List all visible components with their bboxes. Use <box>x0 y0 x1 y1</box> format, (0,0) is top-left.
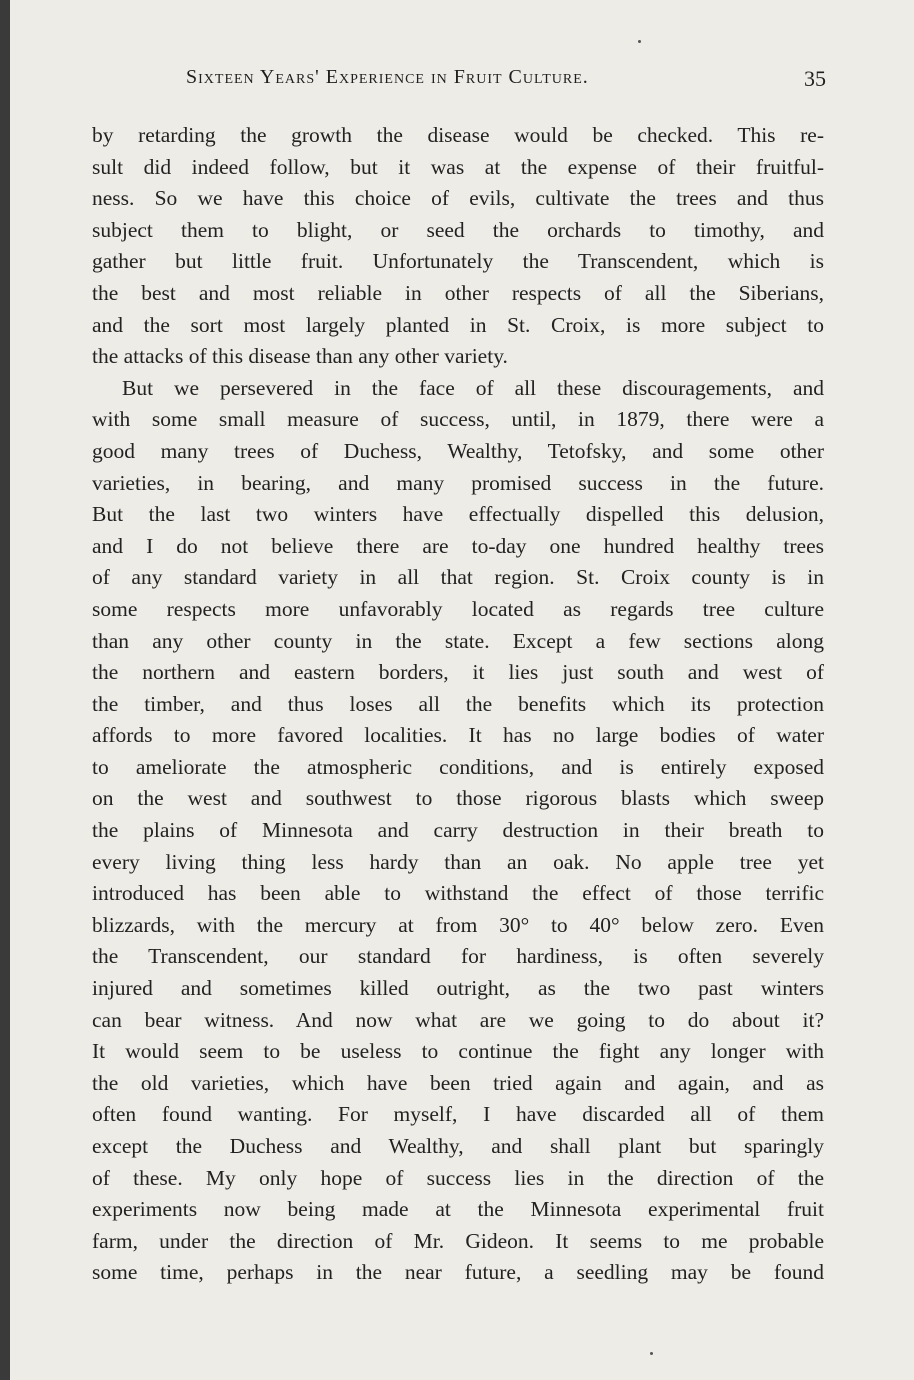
text-line: of any standard variety in all that region. St. Croix county is in <box>92 565 824 590</box>
text-line: every living thing less hardy than an oak. No apple tree yet <box>92 849 824 874</box>
text-line: than any other county in the state. Except a few sections along <box>92 628 824 653</box>
text-line: It would seem to be useless to continue the fight any longer with <box>92 1039 824 1064</box>
text-line: the old varieties, which have been tried again and again, and as <box>92 1070 824 1095</box>
text-line: the timber, and thus loses all the benefits which its protection <box>92 691 824 716</box>
text-line: gather but little fruit. Unfortunately the Transcendent, which is <box>92 249 824 274</box>
text-line: introduced has been able to withstand the effect of those terrific <box>92 881 824 906</box>
text-line: to ameliorate the atmospheric conditions, and is entirely exposed <box>92 754 824 779</box>
text-line: farm, under the direction of Mr. Gideon. It seems to me probable <box>92 1228 824 1253</box>
text-line: by retarding the growth the disease would be checked. This re- <box>92 123 824 147</box>
text-line: subject them to blight, or seed the orchards to timothy, and <box>92 217 824 242</box>
text-line: sult did indeed follow, but it was at the expense of their fruitful- <box>92 154 824 179</box>
body-text <box>92 120 824 1289</box>
text-line: except the Duchess and Wealthy, and shall plant but sparingly <box>92 1134 824 1158</box>
text-line: of these. My only hope of success lies in the direction of the <box>92 1165 824 1190</box>
paper-speck <box>650 1352 653 1355</box>
paragraph-start-line: But we persevered in the face of all these discouragements, and <box>122 375 824 400</box>
book-spine-edge <box>0 0 10 1380</box>
text-line: some respects more unfavorably located as regards tree culture <box>92 596 824 621</box>
text-line: blizzards, with the mercury at from 30° to 40° below zero. Even <box>92 912 824 937</box>
text-line: the Transcendent, our standard for hardiness, is often severely <box>92 944 824 969</box>
text-line: injured and sometimes killed outright, as the two past winters <box>92 976 824 1001</box>
text-line: But the last two winters have effectually dispelled this delusion, <box>92 502 824 527</box>
text-line: good many trees of Duchess, Wealthy, Tetofsky, and some other <box>92 438 824 463</box>
text-line: often found wanting. For myself, I have discarded all of them <box>92 1102 824 1127</box>
text-line: and the sort most largely planted in St. Croix, is more subject to <box>92 312 824 337</box>
text-line: on the west and southwest to those rigorous blasts which sweep <box>92 786 824 811</box>
text-line: affords to more favored localities. It has no large bodies of water <box>92 723 824 748</box>
running-title: Sixteen Years' Experience in Fruit Culture. <box>186 66 589 88</box>
paper-speck <box>638 40 641 43</box>
text-line: and I do not believe there are to-day one hundred healthy trees <box>92 533 824 558</box>
text-line: experiments now being made at the Minnesota experimental fruit <box>92 1197 824 1222</box>
text-line: varieties, in bearing, and many promised success in the future. <box>92 470 824 495</box>
paragraph-end-line: the attacks of this disease than any other variety. <box>92 344 508 369</box>
text-line: the plains of Minnesota and carry destruction in their breath to <box>92 818 824 843</box>
text-line: the northern and eastern borders, it lies just south and west of <box>92 660 824 685</box>
text-line: can bear witness. And now what are we going to do about it? <box>92 1007 824 1032</box>
text-line: ness. So we have this choice of evils, cultivate the trees and thus <box>92 186 824 211</box>
page-header <box>186 66 826 96</box>
text-line: with some small measure of success, until, in 1879, there were a <box>92 407 824 432</box>
page-number: 35 <box>804 66 826 91</box>
text-line: the best and most reliable in other respects of all the Siberians, <box>92 280 824 305</box>
text-line: some time, perhaps in the near future, a seedling may be found <box>92 1260 824 1285</box>
